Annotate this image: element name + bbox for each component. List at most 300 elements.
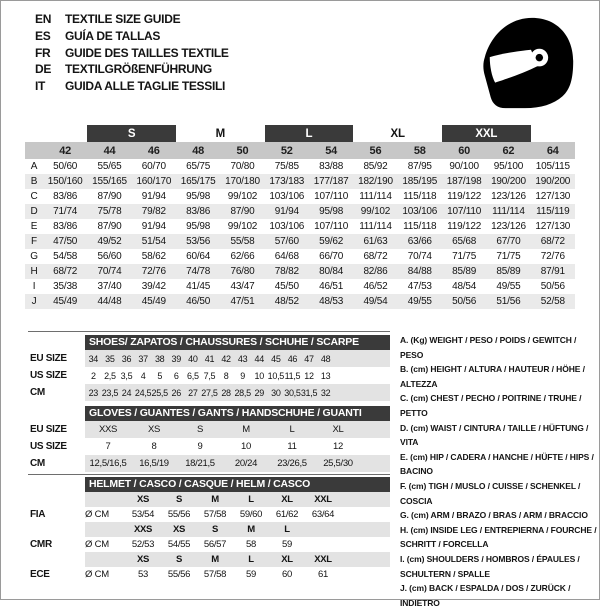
measure-cell: 58/62 [141,251,166,262]
row-label-spacer [30,552,85,567]
legend-item: G. (cm) ARM / BRAZO / BRAS / ARM / BRACCIO [400,510,588,521]
measure-row-label: A [30,161,38,172]
value-cell: 45 [271,353,281,364]
measure-cell: 51/56 [486,294,530,309]
measure-cell: 80/84 [309,264,353,279]
measure-cell: 185/195 [398,174,442,189]
row-label: EU SIZE [30,424,67,435]
legend-item: H. (cm) INSIDE LEG / ENTREPIERNA / FOURCHE / SCHRITT / FORCELLA [400,524,597,550]
measure-cell: 123/126 [491,191,526,202]
measure-cell: 37/40 [97,281,122,292]
row-values [85,367,390,384]
legend-item: I. (cm) SHOULDERS / HOMBROS / ÉPAULES / SCHULTERN / SPALLE [400,553,580,579]
size-cell: S [211,524,219,535]
measure-cell: 49/52 [87,234,131,249]
value-cell: 7 [105,441,111,452]
measure-cell: 47/50 [43,234,87,249]
measure-cell: 71/74 [43,204,87,219]
measure-cell: 46/51 [319,281,344,292]
size-cell: XS [136,494,150,505]
measure-cell: 95/98 [309,204,353,219]
measure-cell: 85/89 [486,264,530,279]
value-cell: 12,5/16,5 [89,458,127,469]
helmet-table [30,477,390,582]
row-label: US SIZE [30,370,67,381]
legend-item: F. (cm) TIGH / MUSLO / CUISSE / SCHENKEL / COSCIA [400,480,581,506]
value-cell: 55/56 [167,569,191,580]
size-cell-44: 44 [87,142,131,159]
group-spacer-right [531,125,575,142]
language-row [35,28,229,45]
measure-cell: 45/50 [274,281,299,292]
legend-item: C. (cm) CHEST / PECHO / POITRINE / TRUHE / PETTO [400,393,582,418]
measure-cell: 90/100 [449,161,479,172]
size-cell: XS [136,554,150,565]
row-values [85,421,390,438]
measure-cell: 99/102 [353,204,397,219]
value-cell: 44 [254,353,264,364]
measure-row-label: C [30,191,38,202]
size-cell: XL [281,494,293,505]
value-cell: 13 [320,370,331,381]
measure-cell: 47/51 [220,294,264,309]
measure-row-E [25,219,575,234]
helmet-title-bar: HELMET / CASCO / CASQUE / HELM / CASCO [85,477,390,492]
measure-cell: 127/130 [535,221,571,232]
measure-cell: 67/70 [486,234,530,249]
measure-cell: 83/86 [53,191,78,202]
size-cell: XXL [314,494,332,505]
main-size-table [25,125,575,309]
value-cell: 43 [237,353,248,364]
size-cell-50: 50 [220,142,264,159]
value-cell: 42 [221,353,231,364]
value-cell: 10,5 [267,370,284,381]
value-cell: 2 [90,370,96,381]
row-label-spacer [30,492,85,507]
racing-helmet-icon [476,13,584,113]
measure-cell: 66/70 [319,251,344,262]
measure-cell: 111/114 [359,191,392,202]
value-cell: 61/62 [275,509,299,520]
row-values [85,552,390,567]
measure-cell: 190/200 [486,174,530,189]
measure-cell: 173/183 [265,174,309,189]
measure-cell: 59/62 [309,234,353,249]
value-cell: 26 [171,387,181,398]
value-cell: 10 [254,370,264,381]
helmet-size-row-CMR [30,522,390,537]
helmet-size-row-FIA [30,492,390,507]
size-cell: XXL [314,554,332,565]
value-cell: 9 [197,441,203,452]
measure-row-A [25,159,575,174]
group-header-L: L [265,125,354,142]
measure-row-label: E [30,221,38,232]
size-cell-64: 64 [531,142,575,159]
size-cell: M [247,524,255,535]
divider-above-shoes [28,331,390,332]
measure-cell: 45/49 [43,294,87,309]
measure-cell: 182/190 [353,174,397,189]
value-cell: 52/53 [131,539,155,550]
value-cell: 56/57 [203,539,227,550]
measure-cell: 72/76 [132,264,176,279]
measure-cell: 68/72 [43,264,87,279]
measure-cell: 48/53 [309,294,353,309]
size-cell-46: 46 [132,142,176,159]
size-cell-62: 62 [486,142,530,159]
measure-cell: 65/68 [442,234,486,249]
measure-cell: 60/70 [141,161,166,172]
language-code: ES [35,28,51,43]
measure-cell: 79/82 [132,204,176,219]
legend-item: B. (cm) HEIGHT / ALTURA / HAUTEUR / HÖHE / ALTEZZA [400,364,585,389]
measure-row-D [25,204,575,219]
value-cell: L [289,424,295,435]
value-cell: 25,5/30 [323,458,353,469]
value-cell: S [196,424,204,435]
measure-row-label: F [25,234,43,249]
shoes-row [30,384,390,401]
value-cell: 60 [282,569,292,580]
measure-cell: 48/52 [265,294,309,309]
measure-cell: 64/68 [274,251,299,262]
legend [400,333,600,610]
helmet-value-row-CMR [30,537,390,552]
measure-cell: 71/75 [496,251,521,262]
measure-cell: 103/106 [269,191,305,202]
measure-cell: 70/74 [407,251,432,262]
value-cell: 30 [271,387,281,398]
value-cell: 18/21,5 [185,458,215,469]
measure-cell: 35/38 [53,281,78,292]
measure-cell: 83/86 [53,221,78,232]
unit-label: Ø CM [85,569,110,580]
group-spacer-left [25,125,87,142]
measure-cell: 87/90 [97,191,122,202]
language-code: IT [35,79,46,94]
measure-cell: 170/180 [220,174,264,189]
measure-cell: 54/58 [53,251,78,262]
value-cell: 29 [254,387,264,398]
measure-cell: 65/75 [186,161,211,172]
gloves-row [30,438,390,455]
measure-cell: 87/90 [220,204,264,219]
measure-cell: 51/54 [132,234,176,249]
value-cell: 58 [246,539,256,550]
measure-cell: 75/85 [274,161,299,172]
row-values [85,492,390,507]
measure-cell: 57/60 [265,234,309,249]
measure-cell: 155/165 [87,174,131,189]
value-cell: XXS [98,424,118,435]
language-title: GUÍA DE TALLAS [65,28,161,43]
value-cell: 34 [88,353,98,364]
measure-cell: 46/50 [176,294,220,309]
measure-cell: 95/100 [493,161,524,172]
gloves-row [30,455,390,472]
value-cell: 48 [320,353,331,364]
gloves-row [30,421,390,438]
measure-cell: 39/42 [141,281,166,292]
value-cell: 23/26,5 [277,458,307,469]
group-header-M: M [176,125,265,142]
measure-cell: 61/63 [353,234,397,249]
main-size-table-body [25,125,575,309]
measure-cell: 85/89 [442,264,486,279]
measure-cell: 49/54 [353,294,397,309]
legend-item: E. (cm) HIP / CADERA / HANCHE / HÜFTE / HIPS / BACINO [400,451,594,477]
value-cell: 28,5 [234,387,251,398]
value-cell: 31,5 [300,387,318,398]
helmet-value-row-ECE [30,567,390,582]
row-label-spacer [30,522,85,537]
value-cell: 57/58 [203,569,227,580]
gloves-title-bar: GLOVES / GUANTES / GANTS / HANDSCHUHE / GUANTI [85,406,390,421]
value-cell: 5 [157,370,163,381]
measure-cell: 177/187 [309,174,353,189]
language-code: FR [35,45,51,60]
measure-cell: 52/58 [531,294,575,309]
visor-pivot-inner [536,54,543,61]
measure-row-label: B [25,174,43,189]
standard-label: CMR [30,539,52,550]
value-cell: 2,5 [104,370,116,381]
value-cell: 53 [138,569,148,580]
row-label: CM [30,387,45,398]
value-cell: 11,5 [284,370,301,381]
standard-label: FIA [30,509,46,520]
measure-cell: 103/106 [269,221,305,232]
measure-cell: 75/78 [87,204,131,219]
measure-cell: 68/72 [531,234,575,249]
measure-cell: 87/91 [531,264,575,279]
language-title: TEXTILGRÖßENFÜHRUNG [65,62,212,77]
language-row [35,11,229,28]
measure-cell: 43/47 [230,281,255,292]
size-cell-48: 48 [176,142,220,159]
row-values [85,537,390,552]
value-cell: XS [147,424,161,435]
value-cell: 24 [121,387,132,398]
helmet-value-row-FIA [30,507,390,522]
row-values [85,384,390,401]
value-cell: 3,5 [120,370,133,381]
value-cell: 59/60 [239,509,263,520]
language-title: TEXTILE SIZE GUIDE [65,12,181,26]
size-cell-56: 56 [353,142,397,159]
measure-cell: 50/56 [540,281,565,292]
value-cell: 30,5 [284,387,301,398]
language-row [35,61,229,78]
measure-cell: 78/82 [265,264,309,279]
measure-cell: 82/86 [353,264,397,279]
measure-cell: 46/52 [363,281,388,292]
measure-cell: 123/126 [491,221,526,232]
value-cell: 16,5/19 [139,458,169,469]
size-spacer [25,142,43,159]
value-cell: 20/24 [234,458,258,469]
row-values [85,438,390,455]
measure-cell: 83/88 [319,161,344,172]
value-cell: 12 [333,441,343,452]
measure-cell: 49/55 [496,281,521,292]
value-cell: 35 [105,353,115,364]
value-cell: 11 [287,441,297,452]
value-cell: 41 [204,353,215,364]
measure-cell: 74/78 [176,264,220,279]
row-values [85,455,390,472]
value-cell: 39 [171,353,181,364]
measure-cell: 91/94 [141,221,166,232]
measure-cell: 105/115 [535,161,570,172]
size-cell: XL [281,554,293,565]
value-cell: 8 [151,441,157,452]
measure-cell: 111/114 [486,204,530,219]
measure-cell: 91/94 [141,191,166,202]
group-header-row [25,125,575,142]
group-header-S: S [87,125,176,142]
measure-cell: 62/66 [230,251,255,262]
measure-cell: 107/110 [314,191,349,202]
value-cell: 57/58 [203,509,227,520]
value-cell: 47 [304,353,314,364]
language-title: GUIDA ALLE TAGLIE TESSILI [65,79,226,94]
row-values [85,522,390,537]
size-cell-60: 60 [442,142,486,159]
measure-cell: 50/56 [442,294,486,309]
value-cell: 53/54 [131,509,155,520]
language-row [35,78,229,95]
value-cell: 24,5 [134,387,152,398]
value-cell: 8 [223,370,229,381]
language-row [35,45,229,62]
measure-row-label: H [25,264,43,279]
measure-cell: 50/60 [53,161,78,172]
measure-cell: 187/198 [442,174,486,189]
size-cell: M [211,554,219,565]
measure-row-label: G [30,251,38,262]
size-cell: M [211,494,219,505]
group-header-XL: XL [353,125,442,142]
standard-label: ECE [30,569,50,580]
size-cell: S [175,554,183,565]
shoes-title-bar: SHOES/ ZAPATOS / CHAUSSURES / SCHUHE / SCARPE [85,335,390,350]
row-values [85,567,390,582]
measure-row-label: J [25,294,43,309]
value-cell: 4 [140,370,146,381]
row-values [85,350,390,367]
measure-cell: 84/88 [398,264,442,279]
measure-cell: 49/55 [398,294,442,309]
shoes-row [30,350,390,367]
measure-cell: 150/160 [43,174,87,189]
measure-cell: 60/64 [186,251,211,262]
size-cell-52: 52 [265,142,309,159]
value-cell: 27 [188,387,198,398]
value-cell: 40 [188,353,198,364]
value-cell: 54/55 [167,539,191,550]
value-cell: 37 [138,353,148,364]
measure-row-H [25,264,575,279]
value-cell: 28 [221,387,231,398]
measure-cell: 48/54 [452,281,477,292]
language-title: GUIDE DES TAILLES TEXTILE [65,45,229,60]
measure-row-I [25,279,575,294]
measure-row-label: I [32,281,36,292]
value-cell: 12 [304,370,314,381]
value-cell: 25,5 [151,387,168,398]
measure-cell: 99/102 [227,221,258,232]
language-code: DE [35,62,52,77]
size-cell-54: 54 [309,142,353,159]
measure-cell: 95/98 [186,191,211,202]
value-cell: 6 [173,370,179,381]
size-cell: L [284,524,290,535]
measure-row-G [25,249,575,264]
measure-cell: 115/118 [403,191,437,202]
measure-cell: 41/45 [186,281,211,292]
size-header-row [25,142,575,159]
value-cell: 27,5 [201,387,218,398]
value-cell: 10 [241,441,251,452]
row-values [85,507,390,522]
measure-cell: 107/110 [314,221,349,232]
measure-cell: 165/175 [176,174,220,189]
measure-cell: 44/48 [87,294,131,309]
value-cell: 55/56 [167,509,191,520]
size-cell: L [248,554,254,565]
language-code: EN [35,12,52,26]
measure-cell: 99/102 [227,191,258,202]
measure-cell: 119/122 [447,221,482,232]
measure-cell: 127/130 [535,191,571,202]
measure-cell: 55/58 [220,234,264,249]
measure-cell: 119/122 [447,191,482,202]
value-cell: 46 [287,353,298,364]
group-header-XXL: XXL [442,125,531,142]
language-list [35,11,229,95]
measure-cell: 111/114 [359,221,392,232]
shoes-row [30,367,390,384]
unit-label: Ø CM [85,509,110,520]
measure-row-C [25,189,575,204]
measure-cell: 85/92 [363,161,388,172]
value-cell: 61 [318,569,328,580]
gloves-table [30,406,390,472]
measure-cell: 115/118 [403,221,437,232]
divider-above-helmet [28,474,390,475]
unit-label: Ø CM [85,539,110,550]
measure-cell: 70/74 [87,264,131,279]
measure-cell: 87/95 [407,161,432,172]
value-cell: 23 [88,387,98,398]
measure-cell: 53/56 [176,234,220,249]
row-label: EU SIZE [30,353,67,364]
size-cell: XS [172,524,186,535]
measure-row-F [25,234,575,249]
measure-cell: 160/170 [132,174,176,189]
measure-cell: 68/72 [363,251,388,262]
value-cell: 23,5 [101,387,119,398]
row-label: CM [30,458,45,469]
legend-item: A. (Kg) WEIGHT / PESO / POIDS / GEWITCH / PESO [400,335,577,360]
measure-cell: 103/106 [398,204,442,219]
measure-cell: 70/80 [230,161,255,172]
measure-cell: 55/65 [97,161,122,172]
measure-cell: 83/86 [176,204,220,219]
